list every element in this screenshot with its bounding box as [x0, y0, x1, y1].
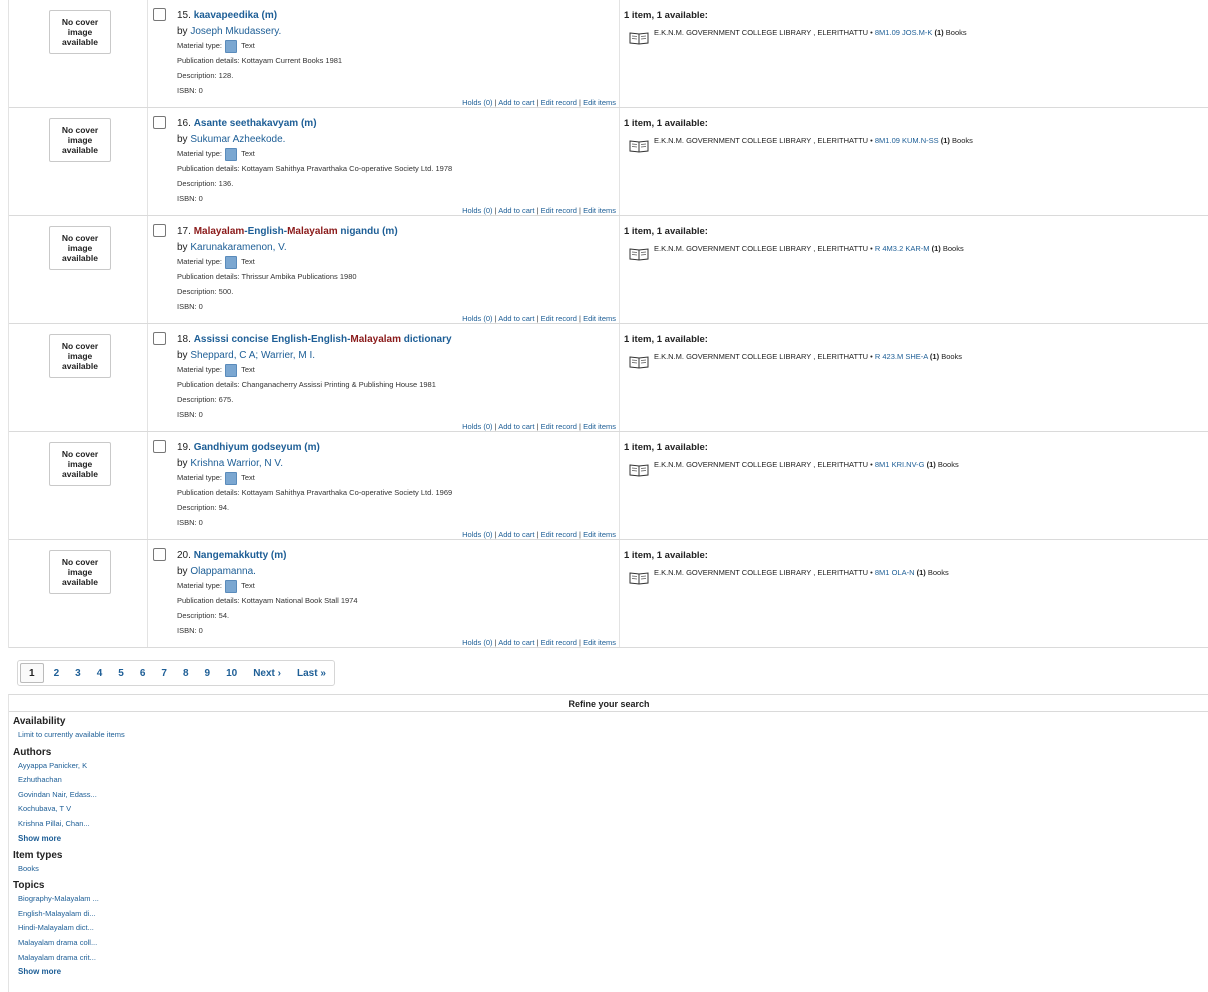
title-highlight: Malayalam — [193, 226, 245, 237]
by-prefix: by — [177, 26, 188, 37]
author-line — [177, 349, 619, 362]
item-type: Books — [942, 244, 964, 253]
facet-item — [18, 907, 1208, 922]
material-label: Material type: — [177, 581, 223, 590]
facet-link[interactable]: Malayalam drama coll... — [18, 937, 98, 947]
page-link-4[interactable]: 4 — [96, 667, 103, 679]
action-separator: | — [579, 98, 581, 107]
facet-link[interactable]: Biography-Malayalam ... — [18, 894, 99, 904]
facet-link[interactable]: Books — [18, 863, 39, 873]
by-prefix: by — [177, 566, 188, 577]
action-separator: | — [579, 206, 581, 215]
page-link-1[interactable]: 1 — [20, 663, 44, 683]
availability-cell — [620, 108, 1208, 215]
author-line — [177, 133, 619, 146]
availability-summary: 1 item, 1 available: — [624, 442, 708, 453]
holds-link[interactable]: Holds (0) — [462, 314, 493, 323]
facet-item — [18, 936, 1208, 951]
holds-link[interactable]: Holds (0) — [462, 638, 493, 647]
author-link[interactable]: Krishna Warrior, N V. — [190, 458, 283, 469]
record-detail — [177, 540, 620, 647]
record-actions — [462, 98, 616, 107]
page-link-5[interactable]: 5 — [118, 667, 124, 679]
page-link-2[interactable]: 2 — [53, 667, 60, 679]
facet-item — [18, 862, 1208, 877]
availability-summary: 1 item, 1 available: — [624, 550, 708, 561]
title-highlight: Malayalam — [287, 226, 338, 237]
open-book-icon — [629, 31, 649, 45]
material-type — [177, 146, 619, 161]
facet-item — [18, 728, 1208, 743]
author-link[interactable]: Olappamanna. — [190, 566, 256, 577]
publication-details: Publication details: Thrissur Ambika Publications 1980 — [177, 272, 357, 281]
no-cover-placeholder: No cover image available — [49, 118, 111, 162]
select-checkbox[interactable] — [153, 440, 166, 453]
material-value: Text — [241, 365, 255, 374]
facet-link[interactable]: Ayyappa Panicker, K — [18, 760, 88, 770]
edit-record-link[interactable]: Edit record — [540, 638, 577, 647]
copy-count: (1) — [931, 244, 941, 253]
facet-item — [18, 788, 1208, 803]
material-value: Text — [241, 473, 255, 482]
text-document-icon — [225, 580, 237, 593]
edit-record-link[interactable]: Edit record — [540, 530, 577, 539]
select-cell — [148, 540, 177, 647]
facet-item — [18, 773, 1208, 788]
description: Description: 136. — [177, 179, 234, 188]
record-title-link[interactable] — [194, 550, 287, 561]
edit-items-link[interactable]: Edit items — [583, 206, 616, 215]
copy-count: (1) — [916, 568, 926, 577]
material-value: Text — [241, 149, 255, 158]
library-name: E.K.N.M. GOVERNMENT COLLEGE LIBRARY , ELERITHATTU • — [654, 568, 873, 577]
record-title-link[interactable] — [194, 226, 398, 237]
select-checkbox[interactable] — [153, 548, 166, 561]
title-part: kaavapeedika (m) — [193, 10, 278, 21]
text-document-icon — [225, 148, 237, 161]
facet-link[interactable]: Limit to currently available items — [18, 730, 125, 739]
call-number-link[interactable]: R 423.M SHE-A — [874, 352, 928, 361]
facet-item — [18, 921, 1208, 936]
availability-summary: 1 item, 1 available: — [624, 226, 708, 237]
open-book-icon — [629, 139, 649, 153]
action-separator: | — [494, 98, 497, 107]
edit-items-link[interactable]: Edit items — [583, 422, 616, 431]
action-separator: | — [536, 422, 539, 431]
cover-cell — [9, 324, 148, 431]
edit-record-link[interactable]: Edit record — [540, 314, 577, 323]
last-page-link[interactable]: Last » — [296, 667, 326, 679]
add-to-cart-link[interactable]: Add to cart — [498, 530, 535, 539]
action-separator: | — [536, 638, 539, 647]
facet-heading: Availability — [13, 716, 66, 727]
facet-link[interactable]: English-Malayalam di... — [18, 908, 96, 918]
page-link-8[interactable]: 8 — [182, 667, 189, 679]
isbn: ISBN: 0 — [177, 626, 203, 635]
result-row — [9, 0, 1208, 108]
author-line — [177, 565, 619, 578]
record-title-link[interactable] — [194, 118, 317, 129]
no-cover-placeholder: No cover image available — [49, 334, 111, 378]
add-to-cart-link[interactable]: Add to cart — [498, 422, 535, 431]
cover-cell — [9, 108, 148, 215]
availability-cell — [620, 540, 1208, 647]
author-link[interactable]: Karunakaramenon, V. — [190, 242, 287, 253]
page-link-9[interactable]: 9 — [204, 667, 211, 679]
facet-item — [18, 817, 1208, 832]
publication-details: Publication details: Kottayam Current Books 1981 — [177, 56, 343, 65]
action-separator: | — [536, 530, 539, 539]
author-line — [177, 25, 619, 38]
publication-details: Publication details: Kottayam Sahithya Pravarthaka Co-operative Society Ltd. 1969 — [177, 488, 453, 497]
open-book-icon — [629, 463, 649, 477]
pagination — [17, 660, 335, 686]
facet-link[interactable]: Hindi-Malayalam dict... — [18, 923, 94, 933]
holding-line — [624, 351, 1208, 363]
action-separator: | — [579, 638, 581, 647]
result-number: 17. — [177, 226, 191, 237]
copy-count: (1) — [929, 352, 940, 361]
text-document-icon — [225, 364, 237, 377]
title-line — [177, 333, 619, 346]
record-detail — [177, 0, 620, 107]
facet-item — [18, 892, 1208, 907]
action-separator: | — [494, 638, 497, 647]
select-cell — [148, 432, 177, 539]
record-actions — [462, 314, 616, 323]
add-to-cart-link[interactable]: Add to cart — [498, 206, 535, 215]
description: Description: 128. — [177, 71, 234, 80]
title-part: Assissi concise English-English- — [193, 334, 351, 345]
open-book-icon — [629, 247, 649, 261]
record-actions — [462, 422, 616, 431]
facet-heading: Authors — [13, 746, 52, 758]
library-name: E.K.N.M. GOVERNMENT COLLEGE LIBRARY , ELERITHATTU • — [654, 352, 873, 361]
select-checkbox[interactable] — [153, 8, 166, 21]
material-type — [177, 470, 619, 485]
call-number-link[interactable]: 8M1 KRI.NV-G — [874, 460, 925, 469]
title-part: -English- — [244, 226, 288, 237]
title-part: Gandhiyum godseyum (m) — [193, 442, 320, 453]
holding-line — [624, 567, 1208, 579]
by-prefix: by — [177, 350, 188, 361]
isbn: ISBN: 0 — [177, 302, 203, 311]
by-prefix: by — [177, 458, 188, 469]
action-separator: | — [494, 206, 497, 215]
holds-link[interactable]: Holds (0) — [462, 98, 493, 107]
title-highlight: Malayalam — [350, 334, 401, 345]
facets — [9, 716, 1208, 979]
facet-link[interactable]: Kochubava, T V — [18, 804, 72, 814]
edit-items-link[interactable]: Edit items — [583, 638, 616, 647]
select-checkbox[interactable] — [153, 332, 166, 345]
action-separator: | — [494, 422, 497, 431]
select-checkbox[interactable] — [153, 224, 166, 237]
no-cover-placeholder: No cover image available — [49, 442, 111, 486]
title-line — [177, 549, 619, 562]
result-number: 19. — [177, 442, 191, 453]
select-cell — [148, 216, 177, 323]
edit-items-link[interactable]: Edit items — [583, 530, 616, 539]
cover-cell — [9, 0, 148, 107]
by-prefix: by — [177, 134, 188, 145]
record-detail — [177, 108, 620, 215]
holding-line — [624, 459, 1208, 471]
select-cell — [148, 108, 177, 215]
holding-line — [624, 135, 1208, 147]
no-cover-placeholder: No cover image available — [49, 226, 111, 270]
open-book-icon — [629, 355, 649, 369]
action-separator: | — [579, 530, 581, 539]
facet-link[interactable]: Ezhuthachan — [18, 775, 62, 785]
material-label: Material type: — [177, 41, 223, 50]
no-cover-placeholder: No cover image available — [49, 10, 111, 54]
copy-count: (1) — [934, 28, 944, 37]
material-type — [177, 254, 619, 269]
facet-link[interactable]: Krishna Pillai, Chan... — [18, 818, 90, 828]
item-type: Books — [937, 460, 959, 469]
material-label: Material type: — [177, 365, 223, 374]
copy-count: (1) — [940, 136, 950, 145]
material-type — [177, 38, 619, 53]
record-title-link[interactable] — [194, 442, 320, 453]
availability-summary: 1 item, 1 available: — [624, 334, 708, 345]
description: Description: 675. — [177, 395, 234, 404]
title-part: Nangemakkutty (m) — [193, 550, 287, 561]
cover-cell — [9, 540, 148, 647]
author-link[interactable]: Warrier, M I. — [260, 350, 316, 361]
result-number: 16. — [177, 118, 191, 129]
page-link-10[interactable]: 10 — [226, 667, 238, 679]
description: Description: 94. — [177, 503, 230, 512]
title-line — [177, 9, 619, 22]
refine-heading: Refine your search — [9, 695, 1208, 712]
add-to-cart-link[interactable]: Add to cart — [498, 314, 535, 323]
material-value: Text — [241, 41, 255, 50]
call-number-link[interactable]: 8M1.09 JOS.M-K — [874, 28, 933, 37]
record-title-link[interactable] — [194, 334, 452, 345]
publication-details: Publication details: Kottayam National Book Stall 1974 — [177, 596, 358, 605]
title-line — [177, 441, 619, 454]
facet-heading: Item types — [13, 849, 63, 861]
author-link[interactable]: Sukumar Azheekode. — [190, 134, 286, 145]
availability-cell — [620, 216, 1208, 323]
title-part: dictionary — [401, 334, 452, 345]
cover-cell — [9, 432, 148, 539]
record-actions — [462, 206, 616, 215]
refine-panel — [8, 694, 1208, 992]
record-title-link[interactable] — [194, 10, 277, 21]
facet-link[interactable]: Malayalam drama crit... — [18, 952, 96, 962]
text-document-icon — [225, 256, 237, 269]
select-cell — [148, 324, 177, 431]
description: Description: 54. — [177, 611, 230, 620]
isbn: ISBN: 0 — [177, 518, 203, 527]
material-label: Material type: — [177, 473, 223, 482]
library-name: E.K.N.M. GOVERNMENT COLLEGE LIBRARY , ELERITHATTU • — [654, 28, 873, 37]
page-link-3[interactable]: 3 — [75, 667, 81, 679]
availability-summary: 1 item, 1 available: — [624, 118, 708, 129]
action-separator: | — [536, 98, 539, 107]
isbn: ISBN: 0 — [177, 410, 203, 419]
edit-record-link[interactable]: Edit record — [540, 206, 577, 215]
material-label: Material type: — [177, 149, 223, 158]
holds-link[interactable]: Holds (0) — [462, 206, 493, 215]
material-type — [177, 578, 619, 593]
by-prefix: by — [177, 242, 188, 253]
material-value: Text — [241, 581, 255, 590]
results-table — [8, 0, 1208, 648]
availability-cell — [620, 432, 1208, 539]
open-book-icon — [629, 571, 649, 585]
item-type: Books — [952, 136, 973, 145]
record-detail — [177, 324, 620, 431]
action-separator: | — [494, 314, 497, 323]
cover-cell — [9, 216, 148, 323]
show-more-link[interactable]: Show more — [18, 833, 62, 843]
author-link[interactable]: Sheppard, C A; — [190, 350, 259, 361]
author-link[interactable]: Joseph Mkudassery. — [190, 26, 282, 37]
call-number-link[interactable]: R 4M3.2 KAR-M — [874, 244, 930, 253]
library-name: E.K.N.M. GOVERNMENT COLLEGE LIBRARY , ELERITHATTU • — [654, 136, 873, 145]
edit-items-link[interactable]: Edit items — [583, 314, 616, 323]
result-row — [9, 216, 1208, 324]
isbn: ISBN: 0 — [177, 194, 203, 203]
result-row — [9, 324, 1208, 432]
author-line — [177, 241, 619, 254]
title-part: nigandu (m) — [337, 226, 398, 237]
facet-item — [18, 802, 1208, 817]
isbn: ISBN: 0 — [177, 86, 203, 95]
title-line — [177, 225, 619, 238]
facet-link[interactable]: Govindan Nair, Edass... — [18, 789, 97, 799]
text-document-icon — [225, 40, 237, 53]
text-document-icon — [225, 472, 237, 485]
action-separator: | — [494, 530, 497, 539]
material-label: Material type: — [177, 257, 223, 266]
select-checkbox[interactable] — [153, 116, 166, 129]
action-separator: | — [579, 422, 581, 431]
publication-details: Publication details: Changanacherry Assissi Printing & Publishing House 1981 — [177, 380, 436, 389]
holds-link[interactable]: Holds (0) — [462, 422, 493, 431]
page-link-7[interactable]: 7 — [161, 667, 167, 679]
item-type: Books — [945, 28, 967, 37]
add-to-cart-link[interactable]: Add to cart — [498, 638, 535, 647]
item-type: Books — [941, 352, 963, 361]
action-separator: | — [536, 206, 539, 215]
holding-line — [624, 243, 1208, 255]
library-name: E.K.N.M. GOVERNMENT COLLEGE LIBRARY , ELERITHATTU • — [654, 460, 873, 469]
copy-count: (1) — [926, 460, 936, 469]
record-detail — [177, 432, 620, 539]
description: Description: 500. — [177, 287, 234, 296]
result-number: 15. — [177, 10, 191, 21]
availability-cell — [620, 0, 1208, 107]
library-name: E.K.N.M. GOVERNMENT COLLEGE LIBRARY , ELERITHATTU • — [654, 244, 873, 253]
result-row — [9, 540, 1208, 648]
action-separator: | — [536, 314, 539, 323]
result-row — [9, 108, 1208, 216]
facet-item — [18, 951, 1208, 966]
record-detail — [177, 216, 620, 323]
item-type: Books — [927, 568, 949, 577]
title-line — [177, 117, 619, 130]
no-cover-placeholder: No cover image available — [49, 550, 111, 594]
holds-link[interactable]: Holds (0) — [462, 530, 493, 539]
edit-record-link[interactable]: Edit record — [540, 422, 577, 431]
call-number-link[interactable]: 8M1.09 KUM.N-SS — [874, 136, 939, 145]
record-actions — [462, 530, 616, 539]
holding-line — [624, 27, 1208, 39]
title-part: Asante seethakavyam (m) — [193, 118, 317, 129]
availability-cell — [620, 324, 1208, 431]
edit-items-link[interactable]: Edit items — [583, 98, 616, 107]
add-to-cart-link[interactable]: Add to cart — [498, 98, 535, 107]
availability-summary: 1 item, 1 available: — [624, 10, 708, 21]
select-cell — [148, 0, 177, 107]
facet-item — [18, 759, 1208, 774]
material-type — [177, 362, 619, 377]
edit-record-link[interactable]: Edit record — [540, 98, 577, 107]
call-number-link[interactable]: 8M1 OLA-N — [874, 568, 915, 577]
result-number: 18. — [177, 334, 191, 345]
record-actions — [462, 638, 616, 647]
publication-details: Publication details: Kottayam Sahithya Pravarthaka Co-operative Society Ltd. 1978 — [177, 164, 453, 173]
facet-heading: Topics — [13, 880, 45, 892]
result-row — [9, 432, 1208, 540]
author-line — [177, 457, 619, 470]
action-separator: | — [579, 314, 581, 323]
result-number: 20. — [177, 550, 191, 561]
show-more-link[interactable]: Show more — [18, 967, 62, 977]
page-link-6[interactable]: 6 — [139, 667, 146, 679]
material-value: Text — [241, 257, 255, 266]
next-page-link[interactable]: Next › — [253, 667, 281, 679]
